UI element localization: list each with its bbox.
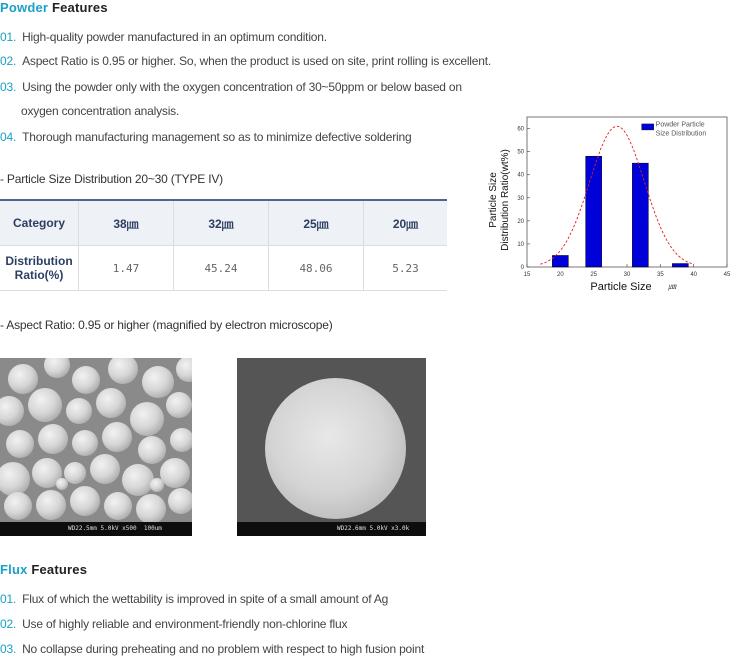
table-header-cell: 38㎛	[79, 200, 174, 246]
micrograph-caption: WD22.5mm 5.0kV x500 100um	[0, 522, 192, 536]
powder-feature-item	[0, 80, 462, 94]
table-row	[0, 246, 447, 291]
micrograph-single-particle	[237, 358, 426, 536]
table-cell: 48.06	[269, 246, 364, 291]
legend-swatch	[642, 124, 654, 130]
powder-particle	[136, 494, 166, 524]
item-number: 04.	[0, 130, 17, 144]
x-tick-label: 25	[590, 272, 598, 278]
table-header-row	[0, 200, 447, 246]
powder-particle	[142, 366, 174, 398]
powder-particle	[70, 486, 100, 516]
table-header-cell: 20㎛	[364, 200, 448, 246]
flux-title-rest: Features	[27, 562, 88, 577]
particle-size-chart	[484, 112, 734, 297]
chart-bar	[632, 163, 648, 267]
powder-particle	[38, 424, 68, 454]
powder-particle	[28, 388, 62, 422]
powder-title-rest: Features	[48, 0, 108, 15]
flux-title-accent: Flux	[0, 562, 28, 577]
powder-particle	[160, 458, 190, 488]
powder-particle	[6, 430, 34, 458]
powder-particle	[0, 396, 24, 426]
flux-features-title	[0, 562, 87, 577]
table-cell: 45.24	[174, 246, 269, 291]
powder-particle	[138, 436, 166, 464]
y-axis-label-line-2: Distribution Ratio(wt%)	[500, 149, 511, 251]
micrograph-many-particles	[0, 358, 192, 536]
x-tick-label: 35	[656, 272, 664, 278]
x-tick-label: 40	[690, 272, 698, 278]
x-axis-label: Particle Size	[590, 281, 652, 293]
y-axis-label-line-1: Particle Size	[488, 172, 499, 228]
powder-particle	[166, 392, 192, 418]
powder-feature-item	[0, 30, 327, 44]
x-tick-label: 15	[523, 272, 531, 278]
powder-particle	[150, 478, 164, 492]
item-number: 03.	[0, 80, 17, 94]
powder-particle	[168, 488, 192, 514]
table-row-label: Distribution Ratio(%)	[0, 246, 79, 291]
powder-particle	[108, 358, 138, 384]
item-text: Use of highly reliable and environment-friendly non-chlorine flux	[22, 617, 348, 631]
powder-particle	[102, 422, 132, 452]
powder-title-accent: Powder	[0, 0, 49, 15]
powder-particle	[96, 388, 126, 418]
item-number: 01.	[0, 592, 17, 606]
powder-particle	[56, 478, 68, 490]
powder-particle	[170, 428, 192, 452]
powder-particle	[130, 402, 164, 436]
powder-particle	[0, 462, 30, 496]
powder-feature-item	[0, 54, 491, 68]
x-tick-label: 20	[556, 272, 564, 278]
table-header-cell: Category	[0, 200, 79, 246]
powder-particle	[8, 364, 38, 394]
powder-particle	[4, 492, 32, 520]
chart-bar	[586, 156, 602, 267]
item-text: No collapse during preheating and no problem with respect to high fusion point	[22, 642, 425, 656]
table-cell: 1.47	[79, 246, 174, 291]
item-number: 03.	[0, 642, 17, 656]
powder-particle	[90, 454, 120, 484]
x-tick-label: 30	[623, 272, 631, 278]
powder-particle	[66, 398, 92, 424]
y-tick-label: 30	[517, 195, 524, 202]
table-cell: 5.23	[364, 246, 448, 291]
micrograph-caption: WD22.6mm 5.0kV x3.0k	[237, 522, 426, 536]
y-tick-label: 20	[517, 218, 524, 225]
table-header-cell: 32㎛	[174, 200, 269, 246]
plot-frame	[527, 117, 727, 267]
item-number: 01.	[0, 30, 17, 44]
powder-particle	[44, 358, 70, 378]
distribution-table	[0, 199, 447, 291]
item-text: Flux of which the wettability is improved in spite of a small amount of Ag	[22, 592, 389, 606]
y-tick-label: 0	[520, 265, 524, 271]
y-tick-label: 40	[517, 172, 524, 179]
x-axis-unit: ㎛	[668, 282, 676, 291]
item-number: 02.	[0, 54, 17, 68]
legend-label: Powder Particle	[655, 121, 705, 129]
x-tick-label: 45	[723, 272, 731, 278]
legend-label: Size Distribution	[655, 130, 707, 138]
item-text: oxygen concentration analysis.	[21, 104, 180, 118]
item-text: Thorough manufacturing management so as to minimize defective soldering	[22, 130, 412, 144]
powder-particle	[104, 492, 132, 520]
powder-particle	[122, 464, 154, 496]
psd-note: - Particle Size Distribution 20~30 (TYPE IV)	[0, 172, 223, 186]
table-header-cell: 25㎛	[269, 200, 364, 246]
flux-feature-item	[0, 592, 388, 606]
y-tick-label: 10	[517, 241, 524, 248]
item-text: Using the powder only with the oxygen concentration of 30~50ppm or below based on	[22, 80, 462, 94]
aspect-note: - Aspect Ratio: 0.95 or higher (magnified by electron microscope)	[0, 318, 333, 332]
y-tick-label: 60	[517, 126, 524, 133]
powder-features-title	[0, 0, 108, 15]
chart-bar	[672, 264, 688, 267]
single-particle	[265, 378, 406, 519]
item-text: Aspect Ratio is 0.95 or higher. So, when the product is used on site, print rolling is excellent.	[22, 54, 491, 68]
flux-feature-item	[0, 642, 424, 656]
powder-particle	[72, 366, 100, 394]
powder-feature-item-continued	[21, 104, 179, 118]
powder-feature-item	[0, 130, 411, 144]
item-text: High-quality powder manufactured in an optimum condition.	[22, 30, 327, 44]
powder-particle	[72, 430, 98, 456]
powder-particle	[176, 358, 192, 382]
chart-bar	[552, 255, 568, 267]
powder-particle	[36, 490, 66, 520]
y-tick-label: 50	[517, 149, 524, 156]
flux-feature-item	[0, 617, 347, 631]
item-number: 02.	[0, 617, 17, 631]
